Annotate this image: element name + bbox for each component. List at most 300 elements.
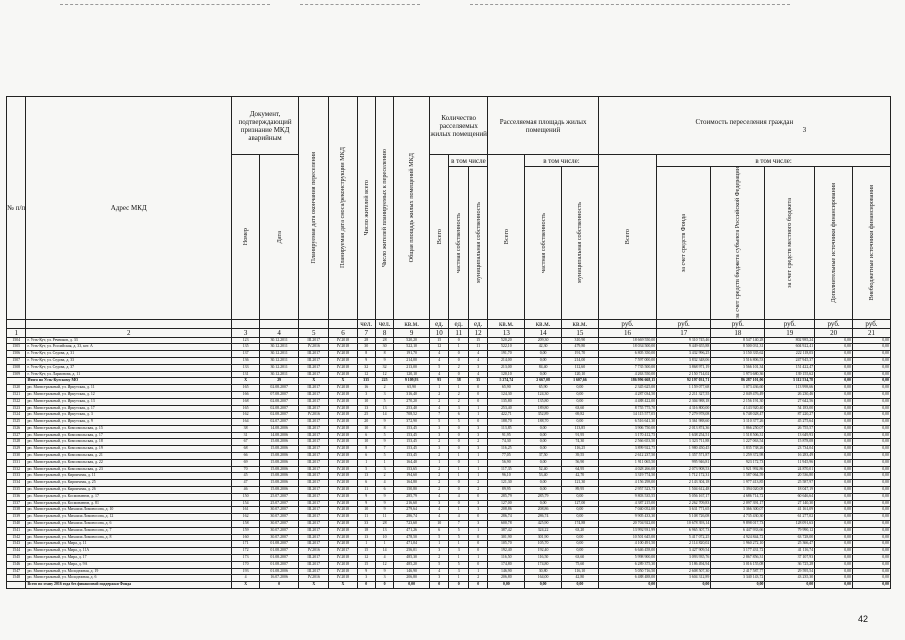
table-cell: 0,00 (815, 337, 853, 344)
table-cell: 270,20 (394, 398, 430, 405)
address-cell: рп. Магистральный, ул. Кирпичная, д. 26 (26, 487, 232, 494)
table-cell: IV.2018 (329, 493, 357, 500)
table-cell: 3 (468, 425, 487, 432)
table-cell: 1527 (7, 432, 26, 439)
table-cell: 1 921 992,86 (711, 466, 765, 473)
top-dashed-rule (300, 4, 420, 6)
table-cell: 30.07.2007 (260, 527, 299, 534)
table-cell: 164 (232, 419, 260, 426)
table-cell: 0,00 (853, 425, 891, 432)
column-number-cell: 14 (525, 328, 562, 337)
unit-cell: ед. (449, 319, 468, 328)
table-cell: 9 (375, 419, 393, 426)
table-cell: 5 (357, 466, 375, 473)
table-cell: 168 (232, 398, 260, 405)
col-rooms-count-header: Количество расселяемых жилых помещений (430, 97, 488, 155)
table-row (7, 371, 891, 378)
table-cell: 0,00 (525, 425, 562, 432)
table-cell: 1533 (7, 473, 26, 480)
table-cell: 7 (375, 446, 393, 453)
table-cell: 213,00 (488, 364, 525, 371)
table-cell: 1523 (7, 405, 26, 412)
table-cell: IV.2018 (329, 439, 357, 446)
table-cell: 1545 (7, 555, 26, 562)
table-cell: 1521 (7, 391, 26, 398)
table-row (7, 385, 891, 392)
table-cell: 2 (430, 466, 449, 473)
table-cell: 2 262 709,83 (657, 500, 711, 507)
table-cell: 6 965 307,73 (657, 527, 711, 534)
table-cell: 113,85 (488, 425, 525, 432)
table-row (7, 351, 891, 358)
table-cell: 27 642,56 (765, 398, 815, 405)
address-cell: рп. Магистральный, ул. Михаила Ломоносова, д. 12 (26, 514, 232, 521)
table-cell: 14 115 577,05 (598, 412, 656, 419)
table-cell: 9 (375, 357, 393, 364)
table-cell: 0,00 (853, 514, 891, 521)
table-row (7, 582, 891, 589)
table-cell: 310,90 (561, 337, 598, 344)
table-cell: 2 (430, 398, 449, 405)
table-cell: 15 (357, 548, 375, 555)
table-cell: 0,00 (815, 473, 853, 480)
table-cell: 0 (375, 582, 393, 589)
column-number-cell: 7 (357, 328, 375, 337)
address-cell: Итого по Усть-Кутскому МО (26, 378, 232, 385)
table-cell: 352,89 (525, 412, 562, 419)
table-cell: IV.2018 (329, 337, 357, 344)
table-cell: 3 (430, 500, 449, 507)
table-cell: 923 172,73 (711, 459, 765, 466)
table-cell: IV.2018 (329, 344, 357, 351)
table-cell: 20 704 922,00 (598, 521, 656, 528)
table-cell: 25 587,97 (765, 480, 815, 487)
column-number-cell: 6 (329, 328, 357, 337)
table-cell: 0,00 (815, 514, 853, 521)
table-cell: 1505 (7, 344, 26, 351)
address-cell: рп. Магистральный, ул. Иркутская, д. 3 (26, 412, 232, 419)
table-cell: 0,00 (853, 527, 891, 534)
table-cell: 87 220,27 (765, 412, 815, 419)
col-num-header: № п/п (7, 97, 26, 320)
table-cell: X (299, 582, 329, 589)
table-cell: III.2017 (299, 534, 329, 541)
table-cell: 4 143 920,40 (711, 405, 765, 412)
table-cell: 2 345 625,00 (598, 385, 656, 392)
table-cell: 1546 (7, 561, 26, 568)
table-cell: 43 235,30 (765, 575, 815, 582)
col-area-private-header: частная собственность (525, 167, 562, 320)
table-cell: 8 (357, 351, 375, 358)
table-cell: 2 (468, 480, 487, 487)
table-cell: 3 832 348,06 (657, 357, 711, 364)
table-cell: 91,95 (488, 432, 525, 439)
table-cell: 1526 (7, 425, 26, 432)
unit-cell: ед. (468, 319, 487, 328)
table-cell: 0,00 (488, 582, 525, 589)
table-cell: 10 501 645,00 (598, 534, 656, 541)
table-cell: 520,20 (394, 337, 430, 344)
table-cell: IV.2016 (299, 548, 329, 555)
table-cell: 15.08.2006 (260, 466, 299, 473)
col-planned-demolish-header: Планируемая дата сноса/реконструкции МКД (329, 97, 357, 320)
table-cell: 191,70 (394, 351, 430, 358)
table-row (7, 500, 891, 507)
table-cell: 0 (468, 385, 487, 392)
table-cell: 66 (232, 453, 260, 460)
table-row (7, 453, 891, 460)
table-cell: IV.2018 (329, 466, 357, 473)
table-cell: 9 905 433,30 (598, 514, 656, 521)
address-cell: г. Усть-Кут, ул. Ларионова, д. 11 (26, 371, 232, 378)
table-cell: 387,42 (488, 527, 525, 534)
table-cell: 3 604 312,89 (657, 575, 711, 582)
table-cell: 253,40 (488, 405, 525, 412)
address-cell: рп. Магистральный, ул. Комсомольская, д. 22 (26, 459, 232, 466)
table-cell: 74,30 (488, 439, 525, 446)
address-cell: рп. Магистральный, ул. Комсомольская, д. 21 (26, 453, 232, 460)
table-cell: 9 310 745,46 (657, 337, 711, 344)
table-cell: 0 (430, 582, 449, 589)
unit-cell: кв.м. (394, 319, 430, 328)
table-cell: 206,80 (394, 575, 430, 582)
table-cell: 6 289 375,30 (598, 561, 656, 568)
column-number-cell: 10 (430, 328, 449, 337)
table-cell: 1 323 711,88 (657, 439, 711, 446)
col-extra-header: Внебюджетные источники финансирования (853, 167, 891, 320)
table-cell: 0 (468, 419, 487, 426)
address-cell: рп. Магистральный, ул. Космонавтов, д. 81 (26, 500, 232, 507)
table-cell: 65,90 (525, 385, 562, 392)
table-cell: III.2017 (299, 561, 329, 568)
table-cell: 5 (449, 419, 468, 426)
table-cell: IV.2018 (329, 541, 357, 548)
table-cell: 4 (430, 357, 449, 364)
address-cell: рп. Магистральный, ул. Иркутская, д. 11 (26, 385, 232, 392)
table-cell: III.2017 (299, 568, 329, 575)
table-cell: IV.2018 (329, 459, 357, 466)
table-cell: 0,00 (815, 561, 853, 568)
table-cell: 02.08.2007 (260, 405, 299, 412)
table-cell: 4 (468, 351, 487, 358)
table-cell: 9 (357, 357, 375, 364)
table-cell: 1 227 063,54 (711, 439, 765, 446)
table-cell: 0,00 (815, 364, 853, 371)
unit-cell: кв.м. (561, 319, 598, 328)
table-cell: 4 (430, 507, 449, 514)
table-cell: 0,00 (815, 371, 853, 378)
table-cell: 5 108 726,08 (657, 514, 711, 521)
table-row (7, 493, 891, 500)
table-cell: 63,20 (561, 527, 598, 534)
table-cell: 30.07.2007 (260, 521, 299, 528)
table-cell: 3 093 935,76 (657, 555, 711, 562)
table-cell: 153,45 (394, 446, 430, 453)
table-cell: 10 (357, 398, 375, 405)
table-cell: 4 156 298,00 (598, 480, 656, 487)
unit-cell: руб. (598, 319, 656, 328)
table-cell: 56,90 (561, 459, 598, 466)
table-cell: 1 (449, 555, 468, 562)
table-cell: 2 (430, 480, 449, 487)
table-cell: III.2017 (299, 405, 329, 412)
table-cell: 0,00 (853, 473, 891, 480)
table-cell: 1520 (7, 385, 26, 392)
table-cell: 4 (375, 480, 393, 487)
table-cell: 0,00 (815, 391, 853, 398)
table-cell: 0 (468, 398, 487, 405)
table-cell: 1547 (7, 568, 26, 575)
table-cell: 253,40 (394, 405, 430, 412)
table-cell: 0,00 (815, 548, 853, 555)
table-cell: 2 (430, 391, 449, 398)
table-cell: 1538 (7, 507, 26, 514)
table-cell: IV.2018 (329, 527, 357, 534)
table-cell: 164,00 (525, 575, 562, 582)
table-cell: 0,00 (853, 555, 891, 562)
table-cell: 159 (232, 527, 260, 534)
table-cell: 192,40 (525, 548, 562, 555)
table-cell: 02.08.2007 (260, 385, 299, 392)
table-cell: IV.2018 (329, 534, 357, 541)
table-cell: 0,00 (525, 432, 562, 439)
col-doc-header: Документ, подтверждающий признание МКД аварийным (232, 97, 299, 155)
table-cell: 1 973 680,36 (711, 371, 765, 378)
address-cell: г. Усть-Кут, ул. Седова, д. 33 (26, 357, 232, 364)
table-cell: III.2017 (299, 507, 329, 514)
table-cell: 123 (232, 337, 260, 344)
table-cell: 0 (449, 351, 468, 358)
table-cell: 0,00 (815, 357, 853, 364)
table-cell: 7 735 500,00 (598, 364, 656, 371)
table-cell: 2 (375, 473, 393, 480)
table-cell: III.2017 (299, 466, 329, 473)
table-cell: 6 (375, 487, 393, 494)
table-cell: 0,00 (525, 480, 562, 487)
table-cell: 105,70 (488, 541, 525, 548)
col-doc-date-header: Дата (260, 155, 299, 320)
table-cell: 146,90 (488, 568, 525, 575)
table-cell: 1 980 450,45 (657, 446, 711, 453)
table-cell: 1540 (7, 521, 26, 528)
table-cell: 0,00 (853, 507, 891, 514)
table-cell: 0,00 (815, 480, 853, 487)
table-row (7, 555, 891, 562)
table-cell: 1 (357, 459, 375, 466)
table-cell: IV.2018 (329, 351, 357, 358)
table-cell: 0,00 (853, 344, 891, 351)
table-cell: 4 (468, 371, 487, 378)
col-cost-in-that-header: в том числе: (657, 155, 891, 167)
table-cell: 4 (232, 575, 260, 582)
table-cell: 27 140,30 (765, 500, 815, 507)
table-cell: 1 911 065,50 (598, 459, 656, 466)
table-cell: 8 547 140,28 (711, 337, 765, 344)
table-row (7, 473, 891, 480)
table-cell: 42,30 (525, 344, 562, 351)
table-cell: 13 (357, 473, 375, 480)
column-number-cell: 4 (260, 328, 299, 337)
table-cell: 35 (468, 378, 487, 385)
table-cell: 0,00 (853, 493, 891, 500)
table-cell: 186 996 668,15 (598, 378, 656, 385)
table-cell: 0,00 (815, 446, 853, 453)
table-cell: 11 (357, 514, 375, 521)
col-area-resettled-header: Расселяемая площадь жилых помещений (488, 97, 598, 155)
table-cell: 60 646,64 (765, 493, 815, 500)
table-cell: 0,00 (561, 385, 598, 392)
table-cell: 225 (375, 378, 393, 385)
col-total-area-header: Общая площадь жилых помещений МКД (394, 97, 430, 320)
table-cell: IV.2018 (329, 405, 357, 412)
table-cell: IV.2018 (329, 473, 357, 480)
table-cell: 5 (430, 364, 449, 371)
table-cell: 68 (232, 446, 260, 453)
table-cell: 120,10 (394, 371, 430, 378)
table-cell: 2 (430, 473, 449, 480)
table-cell: 1 (449, 575, 468, 582)
table-cell: 33 (357, 521, 375, 528)
table-cell: 0,00 (815, 432, 853, 439)
table-cell: 9 (375, 568, 393, 575)
table-cell: 1 504 612,48 (657, 487, 711, 494)
table-cell: 209,30 (525, 337, 562, 344)
table-cell: 165 (232, 405, 260, 412)
table-row (7, 527, 891, 534)
column-number-cell: 21 (853, 328, 891, 337)
table-cell: 2 (375, 385, 393, 392)
table-cell: 0 (449, 371, 468, 378)
table-cell: X (232, 582, 260, 589)
table-cell: 7 (430, 412, 449, 419)
table-cell: 6 748 028,47 (711, 412, 765, 419)
table-cell: 2 211 327,55 (657, 391, 711, 398)
table-cell: 3 186 494,94 (657, 561, 711, 568)
table-cell: 3 (468, 432, 487, 439)
table-cell: 2 073 908,53 (657, 466, 711, 473)
table-cell: 9 (375, 439, 393, 446)
address-cell: рп. Магистральный, ул. Михаила Ломоносова, д. 8 (26, 534, 232, 541)
table-cell: 4 263 550,00 (598, 371, 656, 378)
table-cell: 3 899 922,75 (598, 446, 656, 453)
table-cell: 30 (375, 344, 393, 351)
address-cell: рп. Магистральный, ул. Михаила Ломоносова, д. 7 (26, 527, 232, 534)
table-cell: 8 755 775,70 (598, 405, 656, 412)
table-cell: 0 (449, 500, 468, 507)
table-cell: III.2017 (299, 514, 329, 521)
table-cell: 1 (468, 568, 487, 575)
table-cell: 708,52 (394, 412, 430, 419)
table-cell: 3 (430, 446, 449, 453)
table-cell: 13 (375, 405, 393, 412)
table-cell: 84,40 (525, 364, 562, 371)
table-cell: 0,00 (657, 582, 711, 589)
table-cell: 0,00 (815, 459, 853, 466)
table-cell: 214,00 (561, 357, 598, 364)
table-cell: 0,00 (853, 398, 891, 405)
table-cell: 30 (357, 344, 375, 351)
table-cell: 5 417 072,25 (657, 534, 711, 541)
table-cell: 0,00 (815, 521, 853, 528)
table-cell: 0 (468, 561, 487, 568)
table-cell: III.2017 (299, 473, 329, 480)
table-cell: III.2017 (299, 527, 329, 534)
table-cell: 120,10 (561, 371, 598, 378)
table-cell: 0,00 (525, 439, 562, 446)
table-cell: 0,00 (815, 398, 853, 405)
table-cell: 0,00 (815, 453, 853, 460)
table-cell: 30.12.2011 (260, 364, 299, 371)
table-cell: 4 686 714,72 (711, 493, 765, 500)
column-number-cell: 19 (765, 328, 815, 337)
table-cell: 7 279 978,08 (657, 412, 711, 419)
table-cell: 286,74 (488, 514, 525, 521)
table-cell: 1542 (7, 534, 26, 541)
address-cell: г. Усть-Кут, ул. Российская, д. 33, кот. А (26, 344, 232, 351)
table-cell: 165 (232, 385, 260, 392)
table-cell: 39,55 (561, 453, 598, 460)
table-cell: 3 (430, 548, 449, 555)
table-cell: 38 (449, 378, 468, 385)
table-cell: 0,00 (711, 582, 765, 589)
table-row (7, 446, 891, 453)
table-cell: III.2017 (299, 419, 329, 426)
table-cell: 4 316 800,00 (657, 405, 711, 412)
address-cell: рп. Магистральный, ул. Комсомольская, д. 17 (26, 432, 232, 439)
table-cell: IV.2018 (329, 500, 357, 507)
table-cell: 3 (468, 364, 487, 371)
col-residents-planned-header: Число жителей планируемых к переселению (375, 97, 393, 320)
table-cell: 0,00 (815, 378, 853, 385)
table-cell: 02.07.2007 (260, 419, 299, 426)
table-row (7, 548, 891, 555)
table-cell: 42,70 (561, 473, 598, 480)
table-cell: 67 (232, 439, 260, 446)
table-cell: IV.2018 (329, 398, 357, 405)
table-cell: 285,79 (394, 493, 430, 500)
table-cell: 9 449 655,88 (657, 344, 711, 351)
col-cost-header: Стоимость переселения граждан 3 (598, 97, 890, 155)
table-cell: 422,71 (488, 412, 525, 419)
table-cell: 0,00 (815, 582, 853, 589)
table-cell: 0 (449, 439, 468, 446)
table-cell: III.2017 (299, 446, 329, 453)
table-cell (7, 378, 26, 385)
table-cell: III.2017 (299, 371, 329, 378)
table-cell: 4 387 215,00 (598, 500, 656, 507)
table-cell: 14 (375, 412, 393, 419)
table-cell: 128 091,63 (765, 521, 815, 528)
table-cell: 256,01 (394, 548, 430, 555)
table-cell: 121,30 (488, 480, 525, 487)
table-cell: 15.08.2006 (260, 439, 299, 446)
table-cell: 2 957 523,75 (598, 487, 656, 494)
table-cell: 3 177 431,72 (711, 548, 765, 555)
table-cell: 153,65 (394, 466, 430, 473)
table-cell: IV.2018 (329, 425, 357, 432)
table-cell: 116,10 (561, 568, 598, 575)
address-cell: г. Усть-Кут, ул. Речников, д. 33 (26, 337, 232, 344)
table-cell: IV.2016 (299, 412, 329, 419)
table-cell: 0,00 (525, 446, 562, 453)
col-rooms-total-header: Всего (430, 155, 449, 320)
table-cell: 0,00 (853, 575, 891, 582)
col-cost-total-header: Всего (598, 155, 656, 320)
table-cell: 42,80 (561, 575, 598, 582)
table-cell: 45 (232, 473, 260, 480)
table-cell: 172 (232, 548, 260, 555)
table-cell: 6 805 350,00 (598, 351, 656, 358)
